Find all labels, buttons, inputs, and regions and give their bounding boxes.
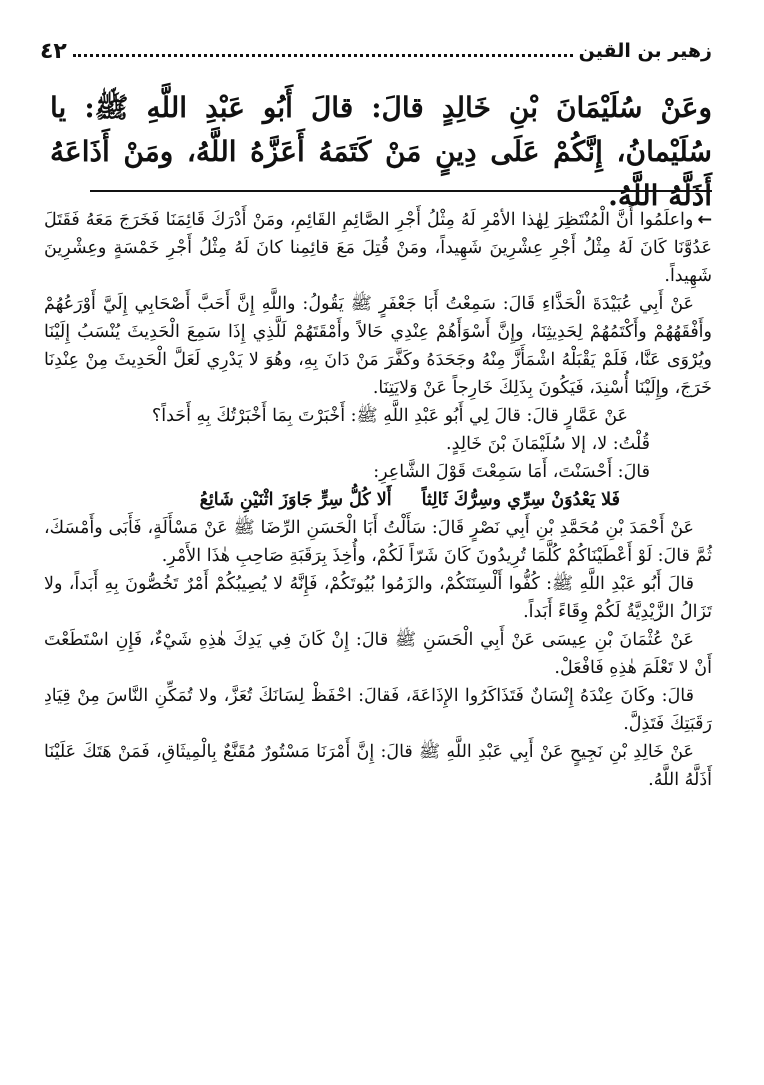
footnote-paragraph: عَنْ خَالِدِ بْنِ نَجِيحٍ عَنْ أَبِي عَبْدِ اللَّهِ ﷺ قالَ: إِنَّ أَمْرَنَا مَسْتُورٌ مُقَنَّعٌ بِالْمِيثَاقِ، فَمَنْ هَتَكَ عَلَيْنَا أَذَلَّهُ اللَّهُ.: [44, 742, 712, 790]
footnote-text: واعلَمُوا أَنَّ الْمُنْتَظِرَ لِهٰذا الأمْرِ لَهُ مِثْلُ أَجْرِ الصَّائِمِ القَائِمِ، ومَنْ أَدْرَكَ قَائِمَنَا فَخَرَجَ مَعَهُ فَقَتَلَ عَدُوَّنَا كَانَ لَهُ مِثْلُ أَجْرِ عِشْرِينَ شَهِيداً، ومَنْ قُتِلَ مَعَ قائِمِنا كانَ لَهُ مِثْلُ أَجْرِ خَمْسَةٍ وعِشْرِينَ شَهِيداً.: [44, 210, 712, 286]
poetry-verse: [44, 486, 712, 514]
verse-hemistich-second: أَلا كُلُّ سِرٍّ جَاوَزَ اثْنَيْنِ شَائِعُ: [199, 490, 392, 510]
footnote-paragraph: عَنْ أَبِي عُبَيْدَةَ الْحَذَّاءِ قَالَ: سَمِعْتُ أَبَا جَعْفَرٍ ﷺ يَقُولُ: واللَّهِ إِنَّ أَحَبَّ أَصْحَابِي إِلَيَّ أَوْرَعُهُمْ وأَفْقَهُهُمْ وأَكْتَمُهُمْ لِحَدِيثِنَا، وإِنَّ أَسْوَأَهُمْ عِنْدِي حَالاً وأَمْقَتَهُمْ لَلَّذِي إِذَا سَمِعَ الْحَدِيثَ يُنْسَبُ إِلَيْنَا ويُرْوَى عَنَّا، فَلَمْ يَقْبَلْهُ اشْمَأَزَّ مِنْهُ وجَحَدَهُ وكَفَّرَ مَنْ دَانَ بِهِ، وهُوَ لا يَدْرِي لَعَلَّ الْحَدِيثَ مِنْ عِنْدِنَا خَرَجَ، وإِلَيْنَا أُسْنِدَ، فَيَكُونَ بِذَلِكَ خَارِجاً عَنْ وَلايَتِنَا.: [44, 294, 712, 398]
verse-hemistich-first: فَلا يَعْدُوَنْ سِرِّي وسِرُّكَ ثَالِثاً: [421, 490, 620, 510]
footnote-paragraph: قالَ: وكَانَ عِنْدَهُ إِنْسَانٌ فَتَذَاكَرُوا الإِذَاعَةَ، فَقالَ: احْفَظْ لِسَانَكَ تُعَزَّ، ولا تُمَكِّنِ النَّاسَ مِنْ قِيَادِ رَقَبَتِكَ فَتَذِلَّ.: [44, 686, 712, 734]
page-number: ٤٢: [40, 38, 67, 64]
footnote-paragraph: قُلْتُ: لا، إلا سُلَيْمَانَ بْنَ خَالِدٍ.: [446, 434, 650, 454]
header-dotted-leader: [73, 54, 573, 57]
footnote-divider: [90, 190, 712, 192]
running-title: زهير بن القين: [578, 40, 712, 62]
footnote-paragraph: عَنْ عَمَّارٍ قالَ: قالَ لِي أَبُو عَبْدِ اللَّهِ ﷺ: أَخْبَرْتَ بِمَا أَخْبَرْتُكَ بِهِ أَحَداً؟: [151, 406, 628, 426]
footnote-paragraph: عَنْ عُثْمَانَ بْنِ عِيسَى عَنْ أَبِي الْحَسَنِ ﷺ قالَ: إِنْ كَانَ فِي يَدِكَ هٰذِهِ شَيْءٌ، فَإِنِ اسْتَطَعْتَ أَنْ لا تَعْلَمَ هٰذِهِ فَافْعَلْ.: [44, 630, 712, 678]
footnote-paragraph: قالَ: أَحْسَنْتَ، أَمَا سَمِعْتَ قَوْلَ الشَّاعِرِ:: [373, 462, 650, 482]
main-text-paragraph: وعَنْ سُلَيْمَانَ بْنِ خَالِدٍ قالَ: قالَ أَبُو عَبْدِ اللَّهِ ﷺ: يا سُلَيْمانُ، إِنَّكُمْ عَلَى دِينٍ مَنْ كَتَمَهُ أَعَزَّهُ اللَّهُ، ومَنْ أَذَاعَهُ أَذَلَّهُ اللَّهُ.: [50, 91, 712, 212]
footnote-paragraph: [44, 206, 712, 290]
page-header: [40, 34, 712, 68]
footnote-paragraph: عَنْ أَحْمَدَ بْنِ مُحَمَّدِ بْنِ أَبِي نَصْرٍ قَالَ: سَأَلْتُ أَبَا الْحَسَنِ الرِّضَا ﷺ عَنْ مَسْأَلَةٍ، فَأَبَى وأَمْسَكَ، ثُمَّ قالَ: لَوْ أَعْطَيْنَاكُمْ كُلَّمَا تُرِيدُونَ كَانَ شَرّاً لَكُمْ، وأُخِذَ بِرَقَبَةِ صَاحِبِ هٰذَا الأَمْرِ.: [44, 518, 712, 566]
footnote-paragraph: قالَ أَبُو عَبْدِ اللَّهِ ﷺ: كُفُّوا أَلْسِنَتَكُمْ، والزَمُوا بُيُوتَكُمْ، فَإِنَّهُ لا يُصِيبُكُمْ أَمْرٌ تَخُصُّونَ بِهِ أَبَداً، ولا تَزَالُ الزَّيْدِيَّةُ لَكُمْ وِقَاءً أَبَداً.: [44, 574, 712, 622]
continuation-arrow-icon: ←: [697, 210, 712, 230]
footnotes-section: [44, 206, 712, 794]
